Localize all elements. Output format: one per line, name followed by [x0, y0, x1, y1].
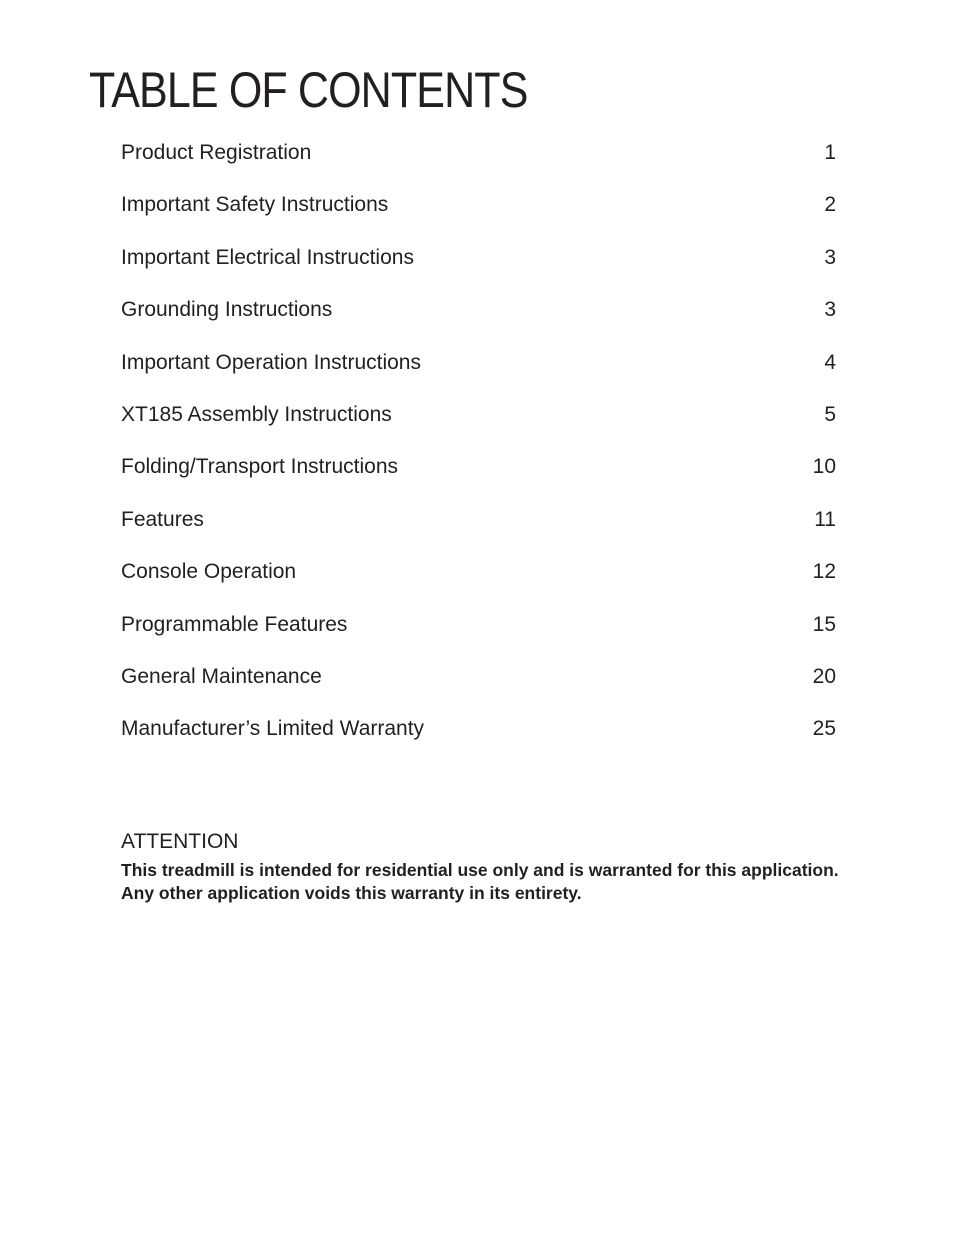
- toc-entry-title: Features: [121, 507, 204, 531]
- toc-entry-title: Important Operation Instructions: [121, 350, 421, 374]
- toc-entry-page: 11: [814, 507, 836, 531]
- toc-entry-title: Grounding Instructions: [121, 298, 333, 322]
- toc-entry-page: 15: [812, 612, 836, 636]
- toc-entry-electrical-instructions: [121, 241, 836, 293]
- toc-entry-title: XT185 Assembly Instructions: [121, 402, 392, 426]
- toc-entry-page: 3: [824, 298, 836, 322]
- toc-entry-title: General Maintenance: [121, 664, 322, 688]
- toc-entry-title: Important Safety Instructions: [121, 193, 389, 217]
- toc-entry-console-operation: [121, 555, 836, 607]
- toc-entry-grounding-instructions: [121, 293, 836, 345]
- toc-entry-safety-instructions: [121, 188, 836, 240]
- toc-entry-general-maintenance: [121, 660, 836, 712]
- toc-entry-title: Manufacturer’s Limited Warranty: [121, 717, 425, 741]
- toc-entry-page: 3: [824, 245, 836, 269]
- toc-entry-title: Programmable Features: [121, 612, 348, 636]
- toc-entry-assembly-instructions: [121, 398, 836, 450]
- toc-entry-features: [121, 503, 836, 555]
- toc-entry-programmable-features: [121, 608, 836, 660]
- toc-entry-title: Folding/Transport Instructions: [121, 455, 399, 479]
- attention-text-line: This treadmill is intended for residential use only and is warranted for this application.: [121, 860, 839, 880]
- toc-entry-page: 20: [812, 664, 836, 688]
- toc-entry-title: Important Electrical Instructions: [121, 245, 414, 269]
- toc-entry-title: Console Operation: [121, 560, 297, 584]
- attention-heading: ATTENTION: [121, 830, 239, 853]
- table-of-contents: [121, 136, 836, 765]
- attention-notice: [121, 828, 881, 905]
- toc-entry-page: 10: [812, 455, 836, 479]
- toc-entry-title: Product Registration: [121, 141, 312, 164]
- page-title: TABLE OF CONTENTS: [89, 62, 528, 118]
- toc-entry-page: 4: [824, 350, 836, 374]
- toc-entry-limited-warranty: [121, 712, 836, 764]
- toc-entry-page: 25: [812, 717, 836, 741]
- toc-entry-product-registration: [121, 136, 836, 188]
- attention-text: [121, 859, 881, 905]
- toc-entry-page: 5: [824, 402, 836, 426]
- toc-entry-folding-transport: [121, 450, 836, 502]
- toc-entry-page: 12: [812, 560, 836, 584]
- toc-entry-operation-instructions: [121, 346, 836, 398]
- toc-entry-page: 1: [824, 141, 836, 164]
- attention-text-line: Any other application voids this warranty in its entirety.: [121, 883, 582, 903]
- toc-entry-page: 2: [824, 193, 836, 217]
